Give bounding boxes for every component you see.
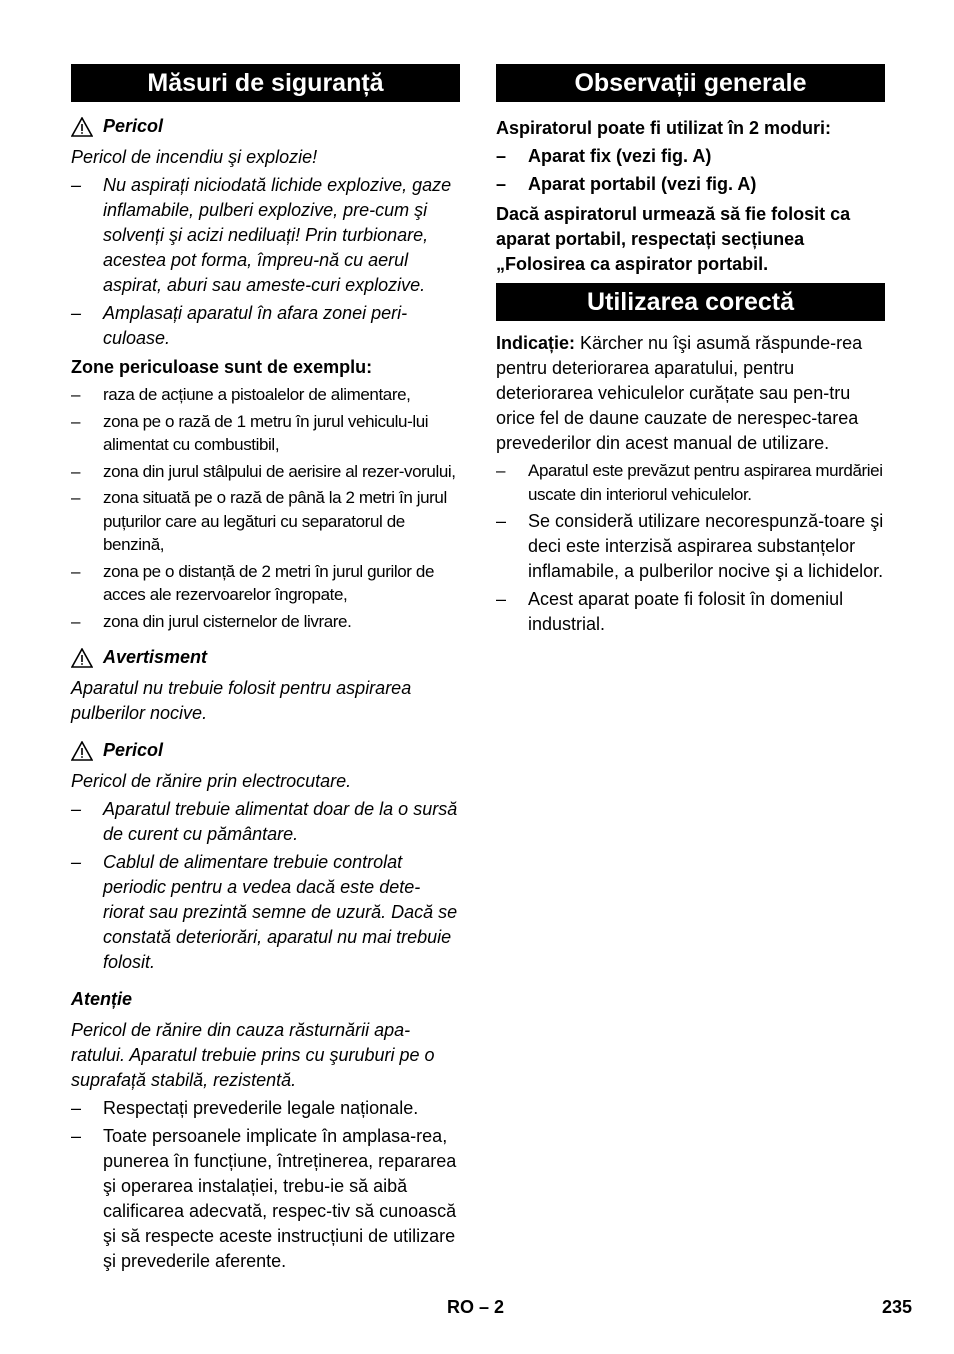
section-heading-general: Observații generale — [496, 64, 885, 102]
warning-triangle-icon — [71, 117, 93, 137]
list-item: – Toate persoanele implicate în amplasa-rea, punerea în funcțiune, întreținerea, repararea şi operarea instalației, trebu-ie să aibă calificarea adecvată, respec-tiv să cunoască şi să respecte aceste instrucțiuni de utilizare şi prevederile aferente. — [71, 1124, 460, 1274]
list-item: – Amplasați aparatul în afara zonei peri-culoase. — [71, 301, 460, 351]
section-heading-safety: Măsuri de siguranță — [71, 64, 460, 102]
list-item: – zona din jurul cisternelor de livrare. — [71, 610, 460, 634]
list-item: – Acest aparat poate fi folosit în domeniul industrial. — [496, 587, 885, 637]
warning-list — [71, 797, 460, 975]
footer-page-number: 235 — [881, 1297, 912, 1317]
attention-text: Pericol de rănire din cauza răsturnării apa-ratului. Aparatul trebuie prins cu şuruburi pe o suprafață stabilă, rezistentă. — [71, 1020, 435, 1090]
warning-list — [71, 173, 460, 351]
list-item: – Aparatul este prevăzut pentru aspirarea murdăriei uscate din interiorul vehiculelor. — [496, 459, 885, 506]
note-paragraph — [496, 331, 885, 456]
warning-avertisment — [71, 645, 460, 670]
list-item: – Cablul de alimentare trebuie controlat periodic pentru a vedea dacă este dete-riorat sau prezintă semne de uzură. Dacă se constată deteriorări, aparatul nu mai trebuie folosit. — [71, 850, 460, 975]
warning-intro: Pericol de incendiu şi explozie! — [71, 147, 318, 167]
attention-heading — [71, 987, 460, 1012]
list-item: – Se consideră utilizare necorespunză-toare şi deci este interzisă aspirarea substanțelor inflamabile, a pulberilor nocive şi a lichidelor. — [496, 509, 885, 584]
left-column — [71, 64, 460, 1274]
list-item: – Respectați prevederile legale naționale. — [71, 1096, 460, 1121]
warning-text: Aparatul nu trebuie folosit pentru aspirarea pulberilor nocive. — [71, 678, 412, 723]
list-item: – Aparatul trebuie alimentat doar de la o sursă de curent cu pământare. — [71, 797, 460, 847]
portable-note: Dacă aspiratorul urmează să fie folosit ca aparat portabil, respectați secțiunea „Folosirea ca aspirator portabil. — [496, 204, 851, 274]
note-text: Kärcher nu îşi asumă răspunde-rea pentru deteriorarea aparatului, pentru deteriorarea vehiculelor curățate sau pen-tru orice fel de daune cauzate de nerespec-tarea prevederilor din acest manual de utilizare. — [496, 333, 863, 453]
right-column — [496, 64, 885, 637]
list-item: – Aparat fix (vezi fig. A) — [496, 144, 885, 169]
list-item: – zona pe o distanță de 2 metri în jurul gurilor de acces ale rezervoarelor îngropate, — [71, 560, 460, 607]
list-item: – Nu aspirați niciodată lichide explozive, gaze inflamabile, pulberi explozive, pre-cum şi solvenți şi acizi nediluați! Prin turbionare, acestea pot forma, împreu-nă cu aerul aspirat, aburi sau ameste-curi explozive. — [71, 173, 460, 298]
footer-language-page: RO – 2 — [447, 1297, 505, 1317]
section-heading-proper-use: Utilizarea corectă — [496, 283, 885, 321]
modes-list — [496, 144, 885, 197]
attention-list — [71, 1096, 460, 1274]
list-item: – zona din jurul stâlpului de aerisire al rezer-vorului, — [71, 460, 460, 484]
list-item: – Aparat portabil (vezi fig. A) — [496, 172, 885, 197]
warning-triangle-icon — [71, 741, 93, 761]
warning-triangle-icon — [71, 648, 93, 668]
note-label: Indicație: — [496, 333, 576, 353]
warning-title: Pericol — [103, 116, 164, 136]
warning-danger-fire — [71, 114, 460, 139]
proper-use-list — [496, 459, 885, 637]
list-item: – zona situată pe o rază de până la 2 metri în jurul puțurilor care au legături cu separatorul de benzină, — [71, 486, 460, 557]
modes-label: Aspiratorul poate fi utilizat în 2 moduri: — [496, 118, 832, 138]
zones-label: Zone periculoase sunt de exemplu: — [71, 357, 373, 377]
list-item: – raza de acțiune a pistoalelor de alimentare, — [71, 383, 460, 407]
warning-title: Avertisment — [103, 647, 208, 667]
warning-intro: Pericol de rănire prin electrocutare. — [71, 771, 352, 791]
warning-title: Pericol — [103, 740, 164, 760]
attention-title: Atenție — [71, 989, 133, 1009]
warning-danger-electric — [71, 738, 460, 763]
list-item: – zona pe o rază de 1 metru în jurul vehiculu-lui alimentat cu combustibil, — [71, 410, 460, 457]
zones-list — [71, 383, 460, 633]
